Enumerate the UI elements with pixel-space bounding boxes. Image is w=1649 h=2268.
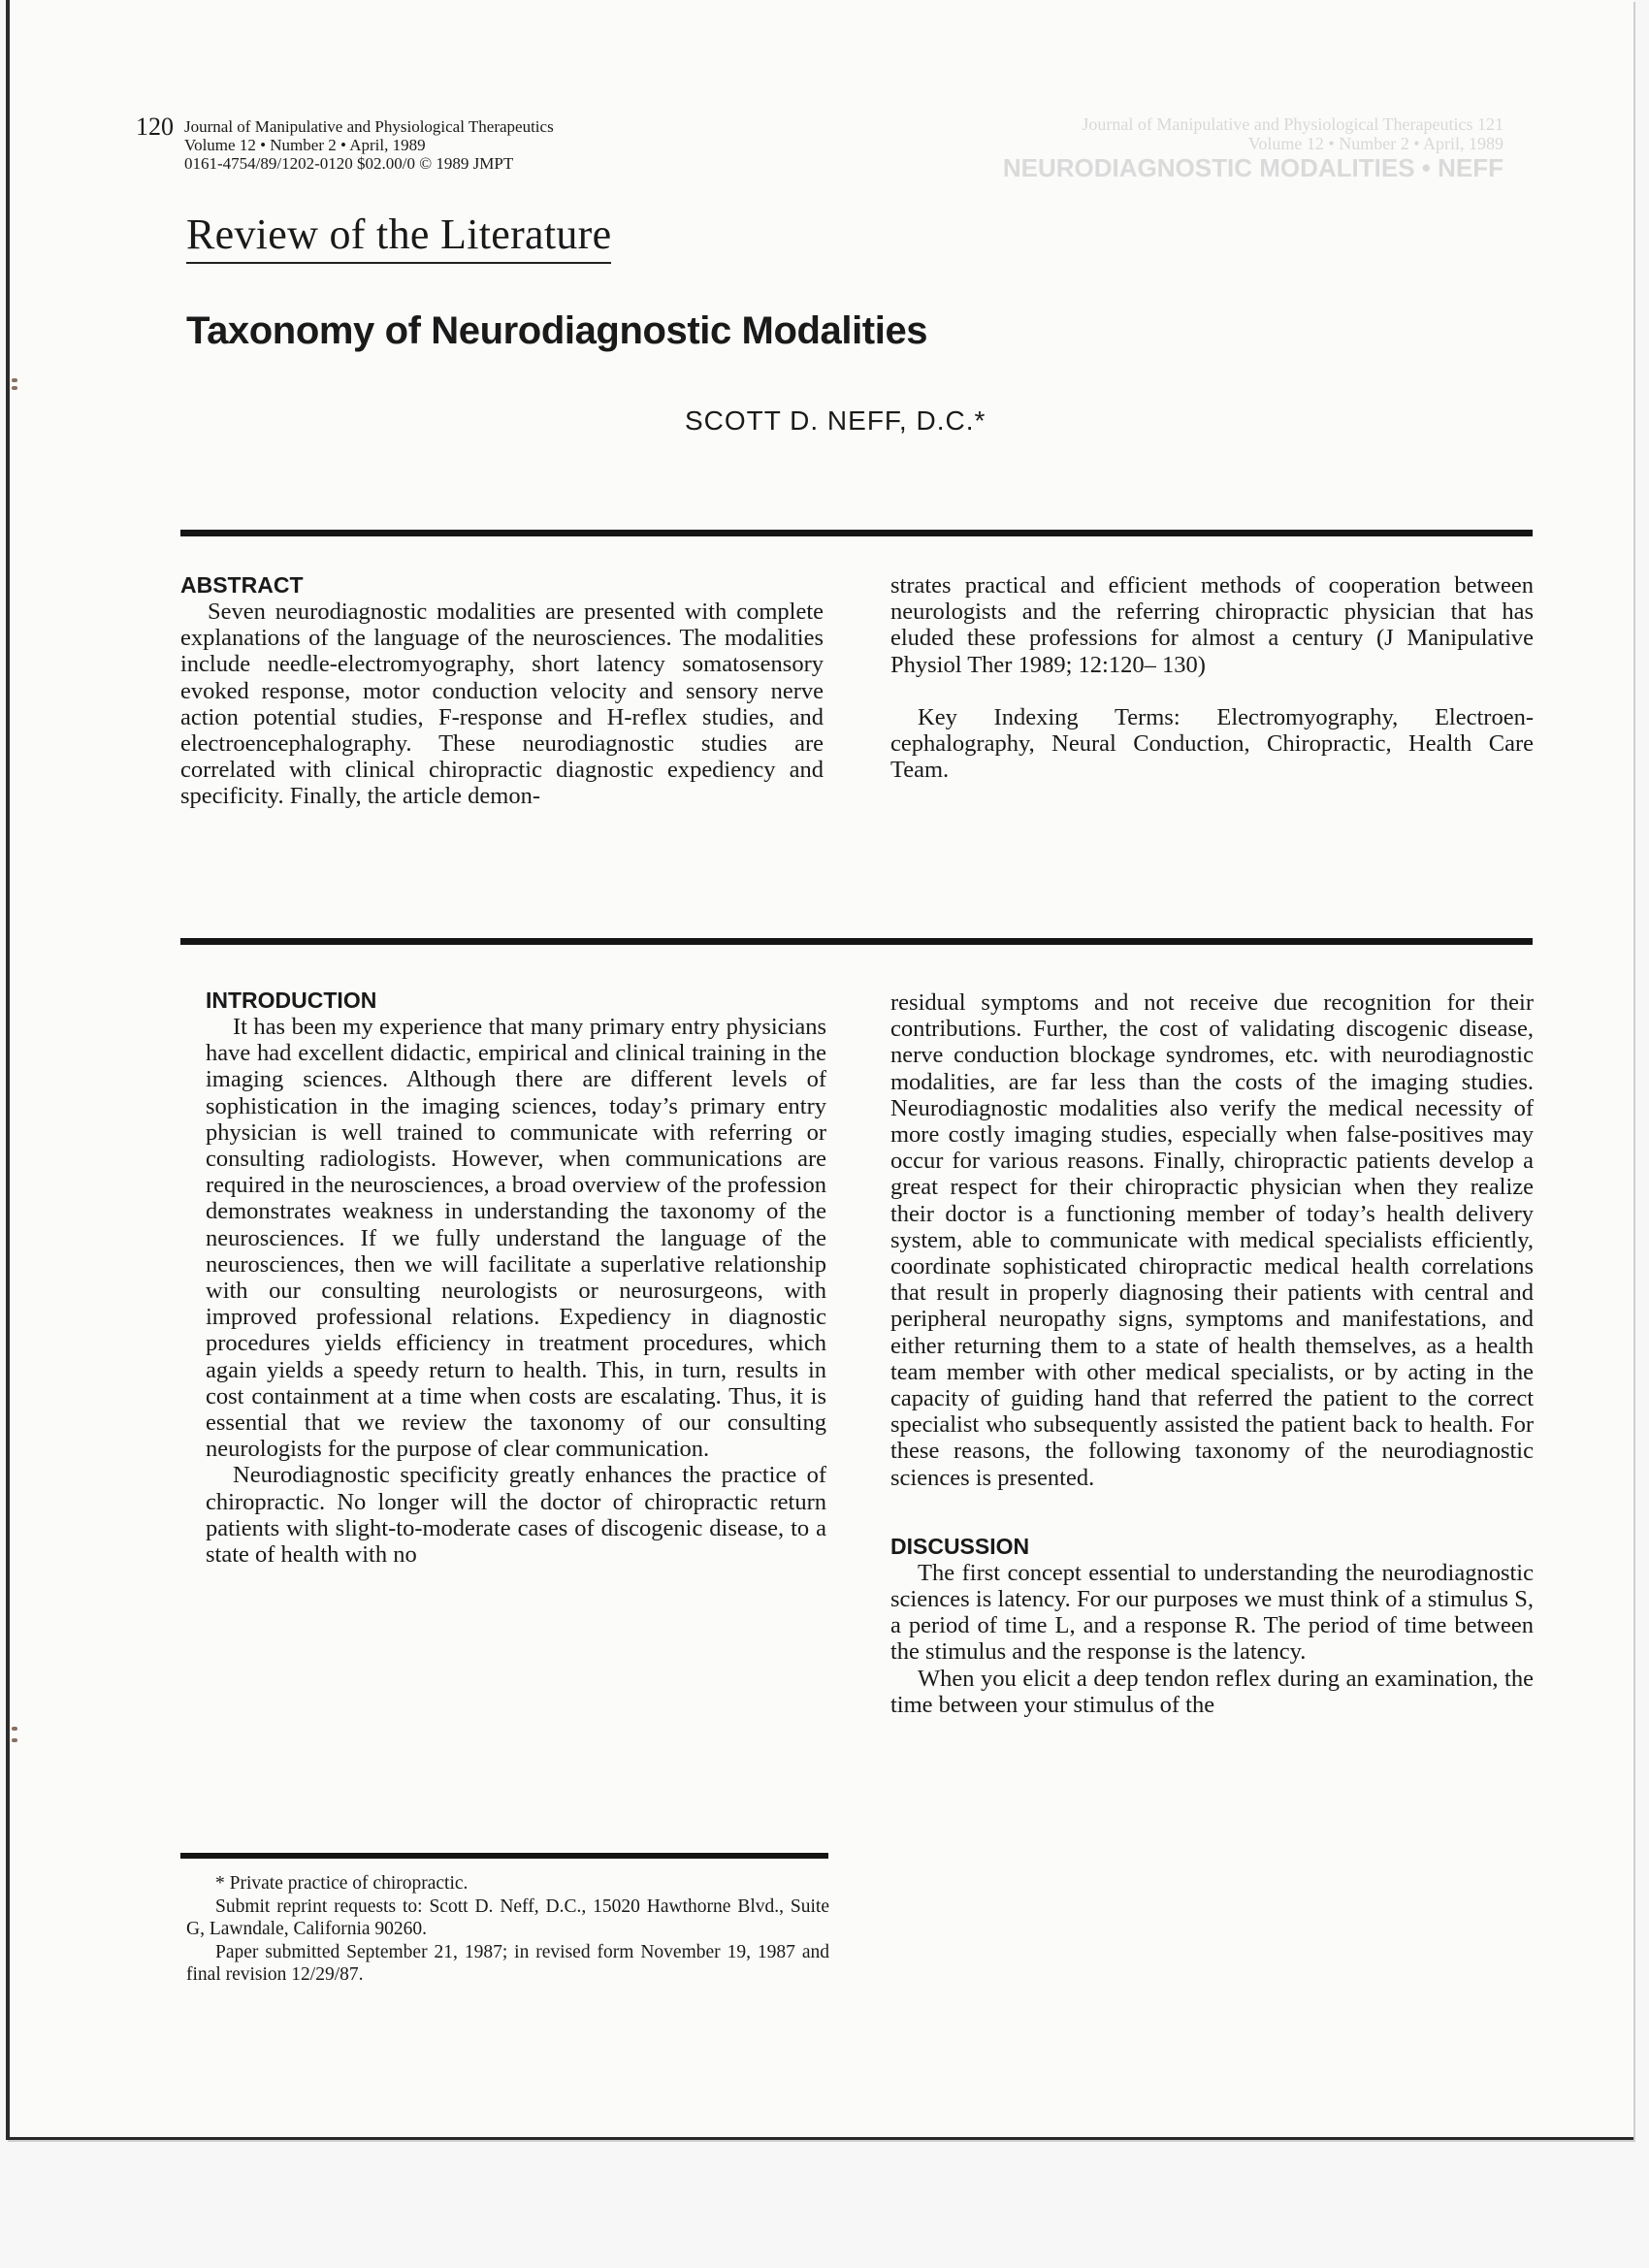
journal-name: Journal of Manipulative and Physiological Therapeutics <box>184 117 554 136</box>
discussion-heading: DISCUSSION <box>890 1533 1030 1559</box>
divider-rule <box>180 530 1533 536</box>
section-kicker: Review of the Literature <box>186 210 611 264</box>
ghost-line: NEURODIAGNOSTIC MODALITIES • NEFF <box>1002 153 1504 182</box>
binding-mark <box>12 386 17 390</box>
paragraph: It has been my experience that many primary entry physicians have had excellent didactic, empirical and clinical training in the imaging sciences. Although there are different levels of sophistication in the imaging sciences, today’s primary entry physician is well trained to communicate with referring or consulting radiologists. However, when communications are required in the neurosciences, a broad overview of the profession demonstrates weakness in understanding the taxonomy of the neurosciences. If we fully understand the language of the neurosciences, then we will facilitate a superlative relationship with our consulting neurologists or neurosurgeons, with improved professional relations. Expediency in diagnostic procedures yields efficiency in treatment procedures, which again yields a speedy return to health. This, in turn, results in cost containment at a time when costs are escalating. Thus, it is essential that we review the taxonomy of our consulting neurologists for the purpose of clear communication. <box>206 1014 826 1463</box>
author-byline: SCOTT D. NEFF, D.C.* <box>685 405 986 436</box>
page-number: 120 <box>136 113 174 141</box>
footnote-rule <box>180 1853 828 1859</box>
introduction-column <box>206 988 826 1568</box>
journal-issue: Volume 12 • Number 2 • April, 1989 <box>184 136 426 154</box>
paragraph: Neurodiagnostic specificity greatly enhances the practice of chiropractic. No longer will the doctor of chiropractic return patients with slight-to-moderate cases of discogenic disease, to a state of health with no <box>206 1462 826 1569</box>
ghost-line: Journal of Manipulative and Physiological Therapeutics 121 <box>1082 114 1504 134</box>
paragraph: The first concept essential to understanding the neurodiagnostic sciences is latency. For our purposes we must think of a stimulus S, a period of time L, and a response R. The period of time between the stimulus and the response is the latency. <box>890 1559 1534 1666</box>
binding-mark <box>12 1727 17 1731</box>
article-title: Taxonomy of Neurodiagnostic Modalities <box>186 309 928 352</box>
bleed-through-running-head <box>980 114 1504 182</box>
abstract-left-column <box>180 572 824 810</box>
journal-info <box>184 117 766 173</box>
binding-mark <box>12 378 17 382</box>
abstract-heading: ABSTRACT <box>180 572 304 598</box>
paragraph: When you elicit a deep tendon reflex during an examination, the time between your stimulus of the <box>890 1665 1534 1718</box>
ghost-line: Volume 12 • Number 2 • April, 1989 <box>1247 134 1504 153</box>
abstract-right-column <box>890 572 1534 783</box>
footnote: Paper submitted September 21, 1987; in revised form November 19, 1987 and final revision 12/29/87. <box>186 1941 829 1985</box>
footnote: Submit reprint requests to: Scott D. Neff, D.C., 15020 Hawthorne Blvd., Suite G, Lawndale, California 90260. <box>186 1895 829 1939</box>
footnotes <box>186 1872 829 1987</box>
abstract-text-continued: strates practical and efficient methods of cooperation between neurologists and the referring chiropractic physician that has eluded these professions for almost a century (J Manipulative Physiol Ther 1989; 12:120– 130) <box>890 572 1534 678</box>
footnote: * Private practice of chiropractic. <box>215 1873 469 1894</box>
journal-page <box>6 0 1633 2140</box>
binding-mark <box>12 1738 17 1742</box>
abstract-text: Seven neurodiagnostic modalities are presented with complete explanations of the language of the neurosciences. The modalities include needle-electromyography, short latency somatosensory evoked response, motor conduction velocity and sensory nerve action potential studies, F-response and H-reflex studies, and electroencephalography. These neurodiagnostic studies are correlated with clinical chiropractic diagnostic expediency and specificity. Finally, the article demon- <box>180 599 824 810</box>
journal-code: 0161-4754/89/1202-0120 $02.00/0 © 1989 JMPT <box>184 154 514 173</box>
right-column <box>890 989 1534 1718</box>
paragraph-continued: residual symptoms and not receive due recognition for their contributions. Further, the cost of validating discogenic disease, nerve conduction blockage syndromes, etc. with neurodiagnostic modalities, are far less than the costs of the imaging studies. Neurodiagnostic modalities also verify the medical necessity of more costly imaging studies, especially when false-positives may occur for various reasons. Finally, chiropractic patients develop a great respect for their chiropractic physician when they realize their doctor is a functioning member of today’s health delivery system, able to communicate with medical specialists efficiently, coordinate sophisticated chiropractic medical health correlations that result in properly diagnosing their patients with central and peripheral neuropathy signs, symptoms and manifestations, and either returning them to a state of health themselves, as a health team member with other medical specialists, or by acting in the capacity of guiding hand that referred the patient to the correct specialist who subsequently assisted the patient back to health. For these reasons, the following taxonomy of the neurodiagnostic sciences is presented. <box>890 989 1534 1491</box>
key-indexing-terms: Key Indexing Terms: Electromyography, Electroencephalography, Neural Conduction, Chiropractic, Health Care Team. <box>890 703 1534 784</box>
divider-rule <box>180 938 1533 945</box>
introduction-heading: INTRODUCTION <box>206 988 377 1013</box>
